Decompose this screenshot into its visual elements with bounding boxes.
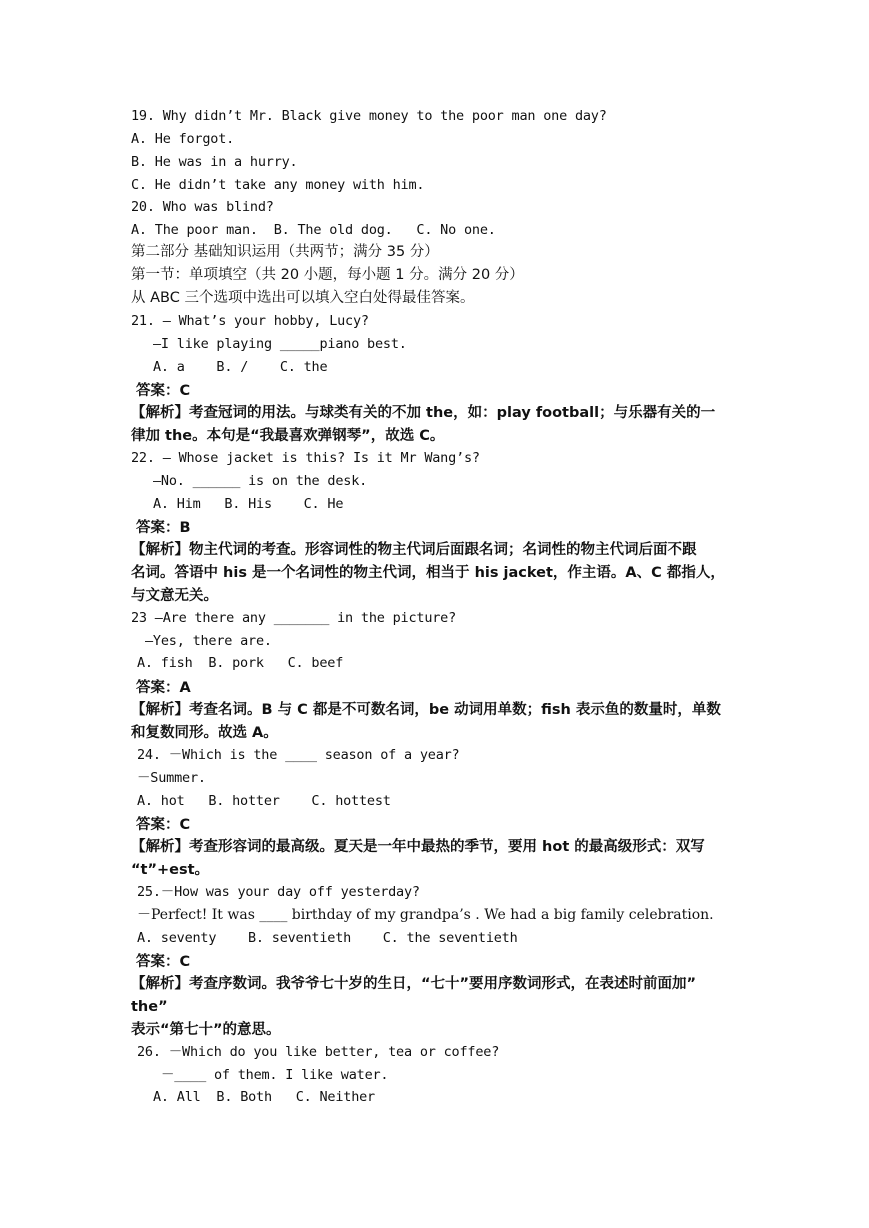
text-line: 20. Who was blind?: [131, 199, 274, 215]
text-line: “t”+est。: [131, 862, 210, 878]
text-line: —I like playing _____piano best.: [153, 336, 407, 352]
text-line: 答案：C: [136, 954, 191, 970]
text-line: A. seventy B. seventieth C. the seventieth: [137, 930, 518, 946]
text-line: 21. — What’s your hobby, Lucy?: [131, 313, 369, 329]
text-line: A. fish B. pork C. beef: [137, 655, 344, 671]
text-line: A. The poor man. B. The old dog. C. No one.: [131, 222, 496, 238]
text-line: 答案：A: [136, 680, 191, 696]
text-line: C. He didn’t take any money with him.: [131, 177, 425, 193]
text-line: 24. －Which is the ____ season of a year?: [137, 747, 460, 763]
text-line: —No. ______ is on the desk.: [153, 473, 368, 489]
text-line: A. a B. / C. the: [153, 359, 328, 375]
text-line: 23 —Are there any _______ in the picture?: [131, 610, 457, 626]
text-line: 答案：C: [136, 817, 191, 833]
text-line: －Perfect! It was ____ birthday of my grandpa’s . We had a big family celebration.: [137, 907, 714, 923]
text-line: A. hot B. hotter C. hottest: [137, 793, 391, 809]
text-line: 从 ABC 三个选项中选出可以填入空白处得最佳答案。: [131, 290, 475, 306]
text-line: —Yes, there are.: [145, 633, 272, 649]
text-line: 第一节：单项填空（共 20 小题，每小题 1 分。满分 20 分）: [131, 267, 524, 283]
text-line: 【解析】物主代词的考查。形容词性的物主代词后面跟名词；名词性的物主代词后面不跟: [131, 542, 697, 558]
text-line: 22. — Whose jacket is this? Is it Mr Wang’s?: [131, 450, 480, 466]
text-line: 名词。答语中 his 是一个名词性的物主代词，相当于 his jacket，作主语。A、C 都指人，: [131, 565, 725, 581]
text-line: the”: [131, 999, 168, 1015]
text-line: A. Him B. His C. He: [153, 496, 344, 512]
text-line: 【解析】考查名词。B 与 C 都是不可数名词，be 动词用单数；fish 表示鱼的数量时，单数: [131, 702, 721, 718]
text-line: 答案：B: [136, 520, 191, 536]
text-line: 【解析】考查形容词的最高级。夏天是一年中最热的季节，要用 hot 的最高级形式：双写: [131, 839, 705, 855]
text-line: 25.－How was your day off yesterday?: [137, 884, 420, 900]
text-line: 第二部分 基础知识运用（共两节；满分 35 分）: [131, 244, 439, 260]
text-line: 19. Why didn’t Mr. Black give money to the poor man one day?: [131, 108, 607, 124]
text-line: A. All B. Both C. Neither: [153, 1089, 375, 1105]
text-line: B. He was in a hurry.: [131, 154, 298, 170]
text-line: －____ of them. I like water.: [161, 1067, 389, 1083]
text-line: 律加 the。本句是“我最喜欢弹钢琴”，故选 C。: [131, 428, 445, 444]
text-line: 和复数同形。故选 A。: [131, 725, 278, 741]
text-line: －Summer.: [137, 770, 206, 786]
text-line: A. He forgot.: [131, 131, 235, 147]
text-line: 与文意无关。: [131, 588, 218, 604]
text-line: 26. －Which do you like better, tea or coffee?: [137, 1044, 500, 1060]
text-line: 表示“第七十”的意思。: [131, 1022, 281, 1038]
text-line: 【解析】考查序数词。我爷爷七十岁的生日，“七十”要用序数词形式，在表述时前面加”: [131, 976, 697, 992]
text-line: 答案：C: [136, 383, 191, 399]
text-line: 【解析】考查冠词的用法。与球类有关的不加 the，如：play football；与乐器有关的一: [131, 405, 716, 421]
